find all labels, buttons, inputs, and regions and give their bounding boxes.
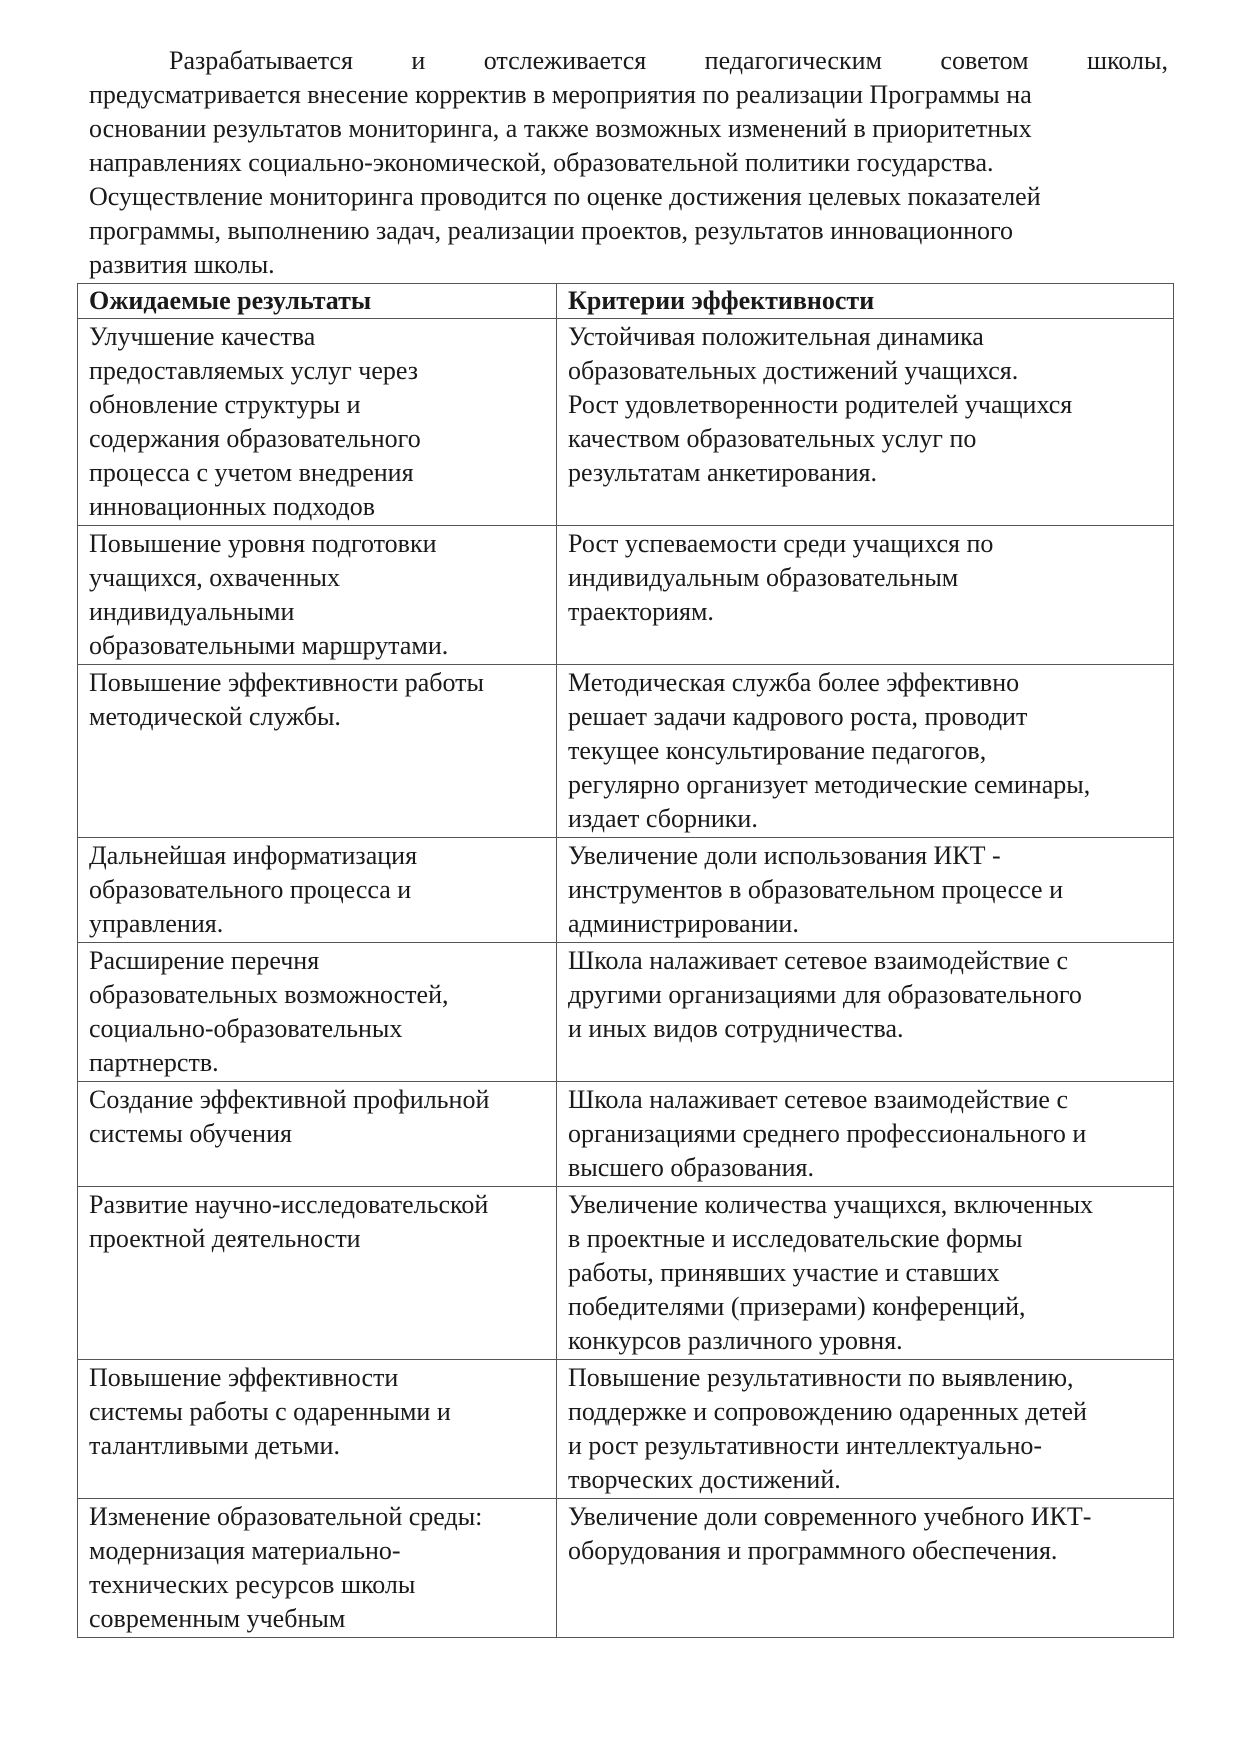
- expected-result-line: Повышение эффективности работы: [89, 668, 485, 697]
- expected-result-line: Создание эффективной профильной: [89, 1085, 490, 1114]
- table-row: [78, 1187, 1174, 1360]
- criteria-cell: [557, 943, 1174, 1082]
- expected-result-cell: [78, 838, 557, 943]
- criteria-line: Рост удовлетворенности родителей учащихся: [568, 390, 1073, 419]
- expected-result-cell: [78, 526, 557, 665]
- criteria-cell: [557, 319, 1174, 526]
- criteria-line: решает задачи кадрового роста, проводит: [568, 702, 1028, 731]
- criteria-line: качеством образовательных услуг по: [568, 424, 977, 453]
- expected-result-line: системы работы с одаренными и: [89, 1397, 451, 1426]
- expected-result-line: модернизация материально-: [89, 1536, 401, 1565]
- expected-result-line: Изменение образовательной среды:: [89, 1502, 483, 1531]
- expected-result-line: Повышение эффективности: [89, 1363, 399, 1392]
- criteria-cell: [557, 1499, 1174, 1638]
- intro-line: развития школы.: [89, 250, 275, 279]
- intro-line: предусматривается внесение корректив в мероприятия по реализации Программы на: [89, 80, 1032, 109]
- criteria-line: администрировании.: [568, 909, 799, 938]
- intro-line: основании результатов мониторинга, а также возможных изменений в приоритетных: [89, 114, 1032, 143]
- criteria-line: и иных видов сотрудничества.: [568, 1014, 904, 1043]
- expected-result-line: современным учебным: [89, 1604, 346, 1633]
- criteria-cell: [557, 526, 1174, 665]
- expected-result-line: социально-образовательных: [89, 1014, 403, 1043]
- expected-result-line: индивидуальными: [89, 597, 295, 626]
- criteria-line: траекториям.: [568, 597, 714, 626]
- table-header-row: [78, 284, 1174, 319]
- expected-result-line: системы обучения: [89, 1119, 292, 1148]
- expected-result-line: содержания образовательного: [89, 424, 421, 453]
- criteria-line: Школа налаживает сетевое взаимодействие с: [568, 946, 1068, 975]
- header-efficiency-criteria: Критерии эффективности: [557, 284, 1174, 319]
- intro-line: Осуществление мониторинга проводится по оценке достижения целевых показателей: [89, 182, 1041, 211]
- results-table: [77, 283, 1174, 1638]
- table-row: [78, 665, 1174, 838]
- expected-result-line: Улучшение качества: [89, 322, 316, 351]
- expected-result-line: технических ресурсов школы: [89, 1570, 416, 1599]
- criteria-line: инструментов в образовательном процессе и: [568, 875, 1064, 904]
- criteria-line: Школа налаживает сетевое взаимодействие с: [568, 1085, 1068, 1114]
- intro-line: программы, выполнению задач, реализации проектов, результатов инновационного: [89, 216, 1014, 245]
- expected-result-cell: [78, 1499, 557, 1638]
- expected-result-line: Повышение уровня подготовки: [89, 529, 437, 558]
- intro-paragraph: [89, 44, 1168, 282]
- expected-result-line: инновационных подходов: [89, 492, 375, 521]
- criteria-line: конкурсов различного уровня.: [568, 1326, 903, 1355]
- expected-result-cell: [78, 943, 557, 1082]
- header-expected-results: Ожидаемые результаты: [78, 284, 557, 319]
- expected-result-line: учащихся, охваченных: [89, 563, 340, 592]
- criteria-cell: [557, 665, 1174, 838]
- expected-result-line: обновление структуры и: [89, 390, 361, 419]
- expected-result-line: талантливыми детьми.: [89, 1431, 340, 1460]
- criteria-line: победителями (призерами) конференций,: [568, 1292, 1026, 1321]
- expected-result-cell: [78, 1360, 557, 1499]
- criteria-line: индивидуальным образовательным: [568, 563, 959, 592]
- expected-result-line: образовательными маршрутами.: [89, 631, 449, 660]
- criteria-line: Устойчивая положительная динамика: [568, 322, 984, 351]
- intro-line: Разрабатывается и отслеживается педагогическим советом школы,: [169, 46, 1168, 75]
- expected-result-line: партнерств.: [89, 1048, 219, 1077]
- criteria-line: Методическая служба более эффективно: [568, 668, 1020, 697]
- expected-result-line: методической службы.: [89, 702, 341, 731]
- expected-result-cell: [78, 319, 557, 526]
- expected-result-cell: [78, 1082, 557, 1187]
- expected-result-line: Развитие научно-исследовательской: [89, 1190, 489, 1219]
- criteria-line: творческих достижений.: [568, 1465, 841, 1494]
- expected-result-line: образовательных возможностей,: [89, 980, 449, 1009]
- criteria-cell: [557, 1360, 1174, 1499]
- expected-result-line: образовательного процесса и: [89, 875, 412, 904]
- criteria-cell: [557, 1082, 1174, 1187]
- criteria-line: работы, принявших участие и ставших: [568, 1258, 1000, 1287]
- intro-line: направлениях социально-экономической, образовательной политики государства.: [89, 148, 994, 177]
- table-row: [78, 319, 1174, 526]
- criteria-cell: [557, 838, 1174, 943]
- criteria-line: Увеличение количества учащихся, включенных: [568, 1190, 1094, 1219]
- expected-result-line: процесса с учетом внедрения: [89, 458, 414, 487]
- criteria-line: результатам анкетирования.: [568, 458, 878, 487]
- criteria-line: высшего образования.: [568, 1153, 815, 1182]
- table-row: [78, 838, 1174, 943]
- expected-result-cell: [78, 665, 557, 838]
- criteria-line: издает сборники.: [568, 804, 758, 833]
- criteria-line: текущее консультирование педагогов,: [568, 736, 987, 765]
- criteria-line: образовательных достижений учащихся.: [568, 356, 1019, 385]
- criteria-line: организациями среднего профессионального и: [568, 1119, 1087, 1148]
- table-body: [78, 319, 1174, 1638]
- criteria-cell: [557, 1187, 1174, 1360]
- criteria-line: Повышение результативности по выявлению,: [568, 1363, 1074, 1392]
- criteria-line: Увеличение доли использования ИКТ -: [568, 841, 1001, 870]
- table-row: [78, 1082, 1174, 1187]
- criteria-line: Рост успеваемости среди учащихся по: [568, 529, 994, 558]
- table-row: [78, 1360, 1174, 1499]
- expected-result-line: Расширение перечня: [89, 946, 320, 975]
- table-row: [78, 1499, 1174, 1638]
- table-row: [78, 943, 1174, 1082]
- criteria-line: в проектные и исследовательские формы: [568, 1224, 1023, 1253]
- criteria-line: другими организациями для образовательного: [568, 980, 1082, 1009]
- expected-result-line: Дальнейшая информатизация: [89, 841, 418, 870]
- table-row: [78, 526, 1174, 665]
- expected-result-line: проектной деятельности: [89, 1224, 361, 1253]
- criteria-line: Увеличение доли современного учебного ИКТ-: [568, 1502, 1092, 1531]
- expected-result-line: предоставляемых услуг через: [89, 356, 418, 385]
- criteria-line: регулярно организует методические семинары,: [568, 770, 1091, 799]
- expected-result-line: управления.: [89, 909, 224, 938]
- criteria-line: оборудования и программного обеспечения.: [568, 1536, 1058, 1565]
- expected-result-cell: [78, 1187, 557, 1360]
- criteria-line: поддержке и сопровождению одаренных детей: [568, 1397, 1087, 1426]
- criteria-line: и рост результативности интеллектуально-: [568, 1431, 1043, 1460]
